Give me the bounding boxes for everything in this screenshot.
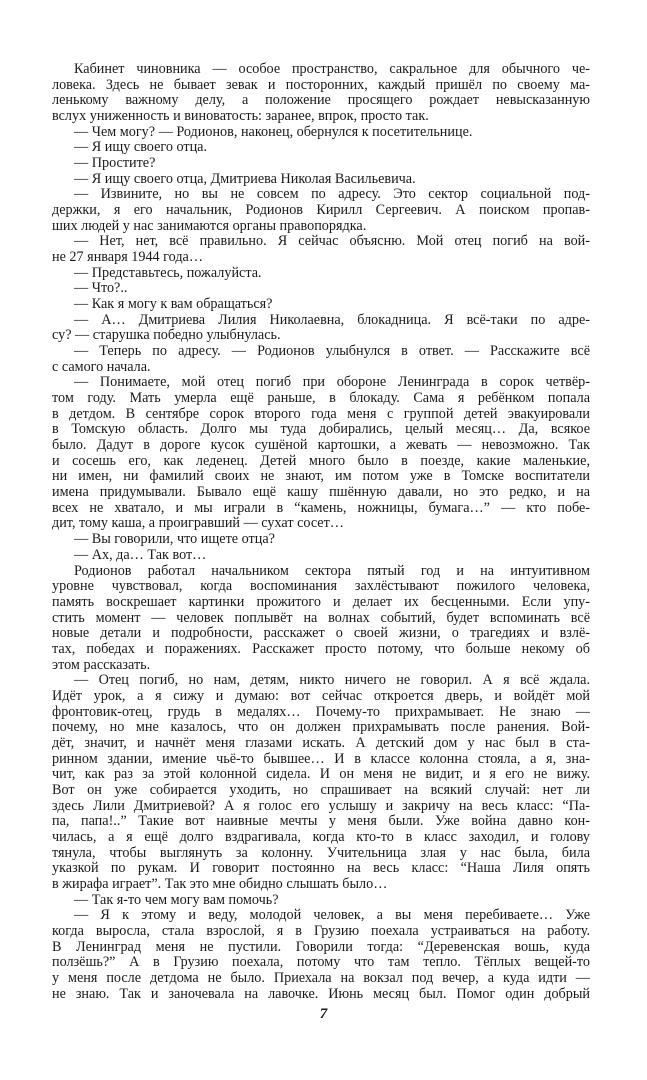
text-line: — Вы говорили, что ищете отца? (74, 531, 275, 548)
text-line: и сосешь его, как леденец. Детей много было в поезде, какие маленькие, (52, 452, 590, 469)
text-line: — Так я-то чем могу вам помочь? (74, 891, 279, 908)
text-line: уровне чувствовал, когда воспоминания захлёстывают пожилого человека, (52, 578, 590, 595)
text-line: — Извините, но вы не совсем по адресу. Это сектор социальной под- (74, 186, 590, 203)
text-line: этом рассказать. (52, 656, 151, 673)
text-line: вслух униженность и виноватость: заранее, впрок, просто так. (52, 108, 429, 125)
text-line: стить момент — человек поплывёт на волнах событий, будет вспоминать всё (52, 609, 590, 626)
text-line: память воскрешает картинки прожитого и делает их бесценными. Если упу- (52, 593, 590, 610)
text-line: фронтовик-отец, грудь в медалях… Почему-то прихрамывает. Не знаю — (52, 703, 590, 720)
text-line: указкой по рукам. И говорит постоянно на весь класс: “Наша Лиля опять (52, 860, 590, 877)
text-line: тах, победах и поражениях. Расскажет просто потому, что больше некому об (52, 640, 590, 657)
text-line: В Ленинград меня не пустили. Говорили тогда: “Деревенская вошь, куда (52, 938, 590, 955)
text-line: — Простите? (74, 155, 156, 172)
text-line: Кабинет чиновника — особое пространство, сакральное для обычного че- (74, 61, 590, 77)
text-line: — Нет, нет, всё правильно. Я сейчас объясню. Мой отец погиб на вой- (74, 233, 590, 250)
text-line: почему, но мне казалось, что он должен прихрамывать после ранения. Вой- (52, 719, 590, 736)
text-line: тянула, чтобы выглянуть за колонну. Учительница злая у нас была, била (52, 844, 590, 861)
text-line: — Я ищу своего отца, Дмитриева Николая Васильевича. (74, 170, 416, 187)
text-line: когда выросла, стала взрослой, я в Грузию поехала устраиваться на работу. (52, 922, 590, 939)
text-line: новые детали и подробности, расскажет о своей жизни, о трагедиях и взлё- (52, 625, 590, 642)
text-line: в детдом. В сентябре сорок второго года меня с группой детей эвакуировали (52, 405, 590, 422)
text-line: — Отец погиб, но нам, детям, никто ничего не говорил. А я всё ждала. (74, 672, 590, 689)
text-line: — Ах, да… Так вот… (74, 546, 207, 563)
text-line: не знаю. Так и заночевала на лавочке. Июнь месяц был. Помог один добрый (52, 985, 590, 1002)
text-line: — Я ищу своего отца. (74, 139, 208, 156)
text-line: — Представьтесь, пожалуйста. (74, 264, 262, 281)
text-line: дит, тому каша, а проигравший — сухат сосет… (52, 515, 344, 532)
text-line: — А… Дмитриева Лилия Николаевна, блокадница. Я всё-таки по адре- (74, 311, 590, 328)
text-line: ших людей у нас занимаются органы правопорядка. (52, 217, 367, 234)
text-line: имена придумывали. Бывало ещё кашу пшённую давали, но это редко, и на (52, 484, 590, 501)
text-line: всех не хватало, и мы играли в “камень, ножницы, бумага…” — кто побе- (52, 499, 590, 516)
text-line: чилась, а я ещё долго вздрагивала, когда кто-то в класс заходил, и голову (52, 828, 590, 845)
page-number: 7 (319, 1006, 328, 1022)
text-line: — Как я могу к вам обращаться? (74, 296, 273, 313)
text-line: здесь Лили Дмитриевой? А я голос его услышу и закричу на весь класс: “Па- (52, 797, 590, 814)
text-line: па, папа!..” Такие вот наивные мечты у меня были. Уже война давно кон- (52, 813, 590, 830)
text-line: Родионов работал начальником сектора пятый год и на интуитивном (74, 562, 590, 579)
text-line: — Что?.. (74, 280, 128, 297)
text-line: у меня после детдома не было. Приехала на вокзал под вечер, а куда идти — (52, 969, 590, 986)
text-line: держки, я его начальник, Родионов Кирилл Сергеевич. А поиском пропав- (52, 202, 590, 219)
text-line: — Чем могу? — Родионов, наконец, обернулся к посетительнице. (74, 123, 473, 140)
text-line: Вот он уже собирается уходить, но спрашивает на всякий случай: нет ли (52, 781, 590, 798)
text-line: чит, как раз за этой колонной сидела. И он меня не видит, и я его не вижу. (52, 766, 590, 783)
text-line: — Теперь по адресу. — Родионов улыбнулся в ответ. — Расскажите всё (74, 343, 590, 360)
text-line: — Я к этому и веду, молодой человек, а вы меня перебиваете… Уже (74, 907, 590, 924)
text-line: в жирафа играет”. Так это мне обидно слышать было… (52, 875, 388, 892)
text-line: Идёт урок, а я сижу и думаю: вот сейчас откроется дверь, и войдёт мой (52, 687, 590, 704)
text-line: было. Дадут в дороге кусок сушёной картошки, а жевать — невозможно. Так (52, 437, 590, 454)
text-line: в Томскую область. Долго мы туда добирались, целый месяц… Да, всякое (52, 421, 590, 438)
text-line: ринном здании, имение чьё-то бывшее… И в классе колонна стояла, а я, зна- (52, 750, 590, 767)
text-line: с самого начала. (52, 358, 151, 375)
text-line: не 27 января 1944 года… (52, 249, 204, 266)
text-line: су? — старушка победно улыбнулась. (52, 327, 281, 344)
text-line: — Понимаете, мой отец погиб при обороне Ленинграда в сорок четвёр- (74, 374, 590, 391)
text-line: ловека. Здесь не бывает зевак и посторонних, каждый пришёл по своему ма- (52, 76, 590, 93)
text-line: ползёшь?” А в Грузию поехала, потому что там тепло. Тёплых вещей-то (52, 954, 590, 971)
page-body-text (52, 62, 590, 1002)
text-line: том году. Мать умерла ещё раньше, в блокаду. Сама я ребёнком попала (52, 390, 590, 407)
text-line: ленькому важному делу, а положение просящего рождает невысказанную (52, 92, 590, 109)
text-line: ни имен, ни фамилий своих не знают, им потом уже в Томске воспитатели (52, 468, 590, 485)
text-line: дёт, значит, и начнёт меня глазами искать. А детский дом у нас был в ста- (52, 734, 590, 751)
